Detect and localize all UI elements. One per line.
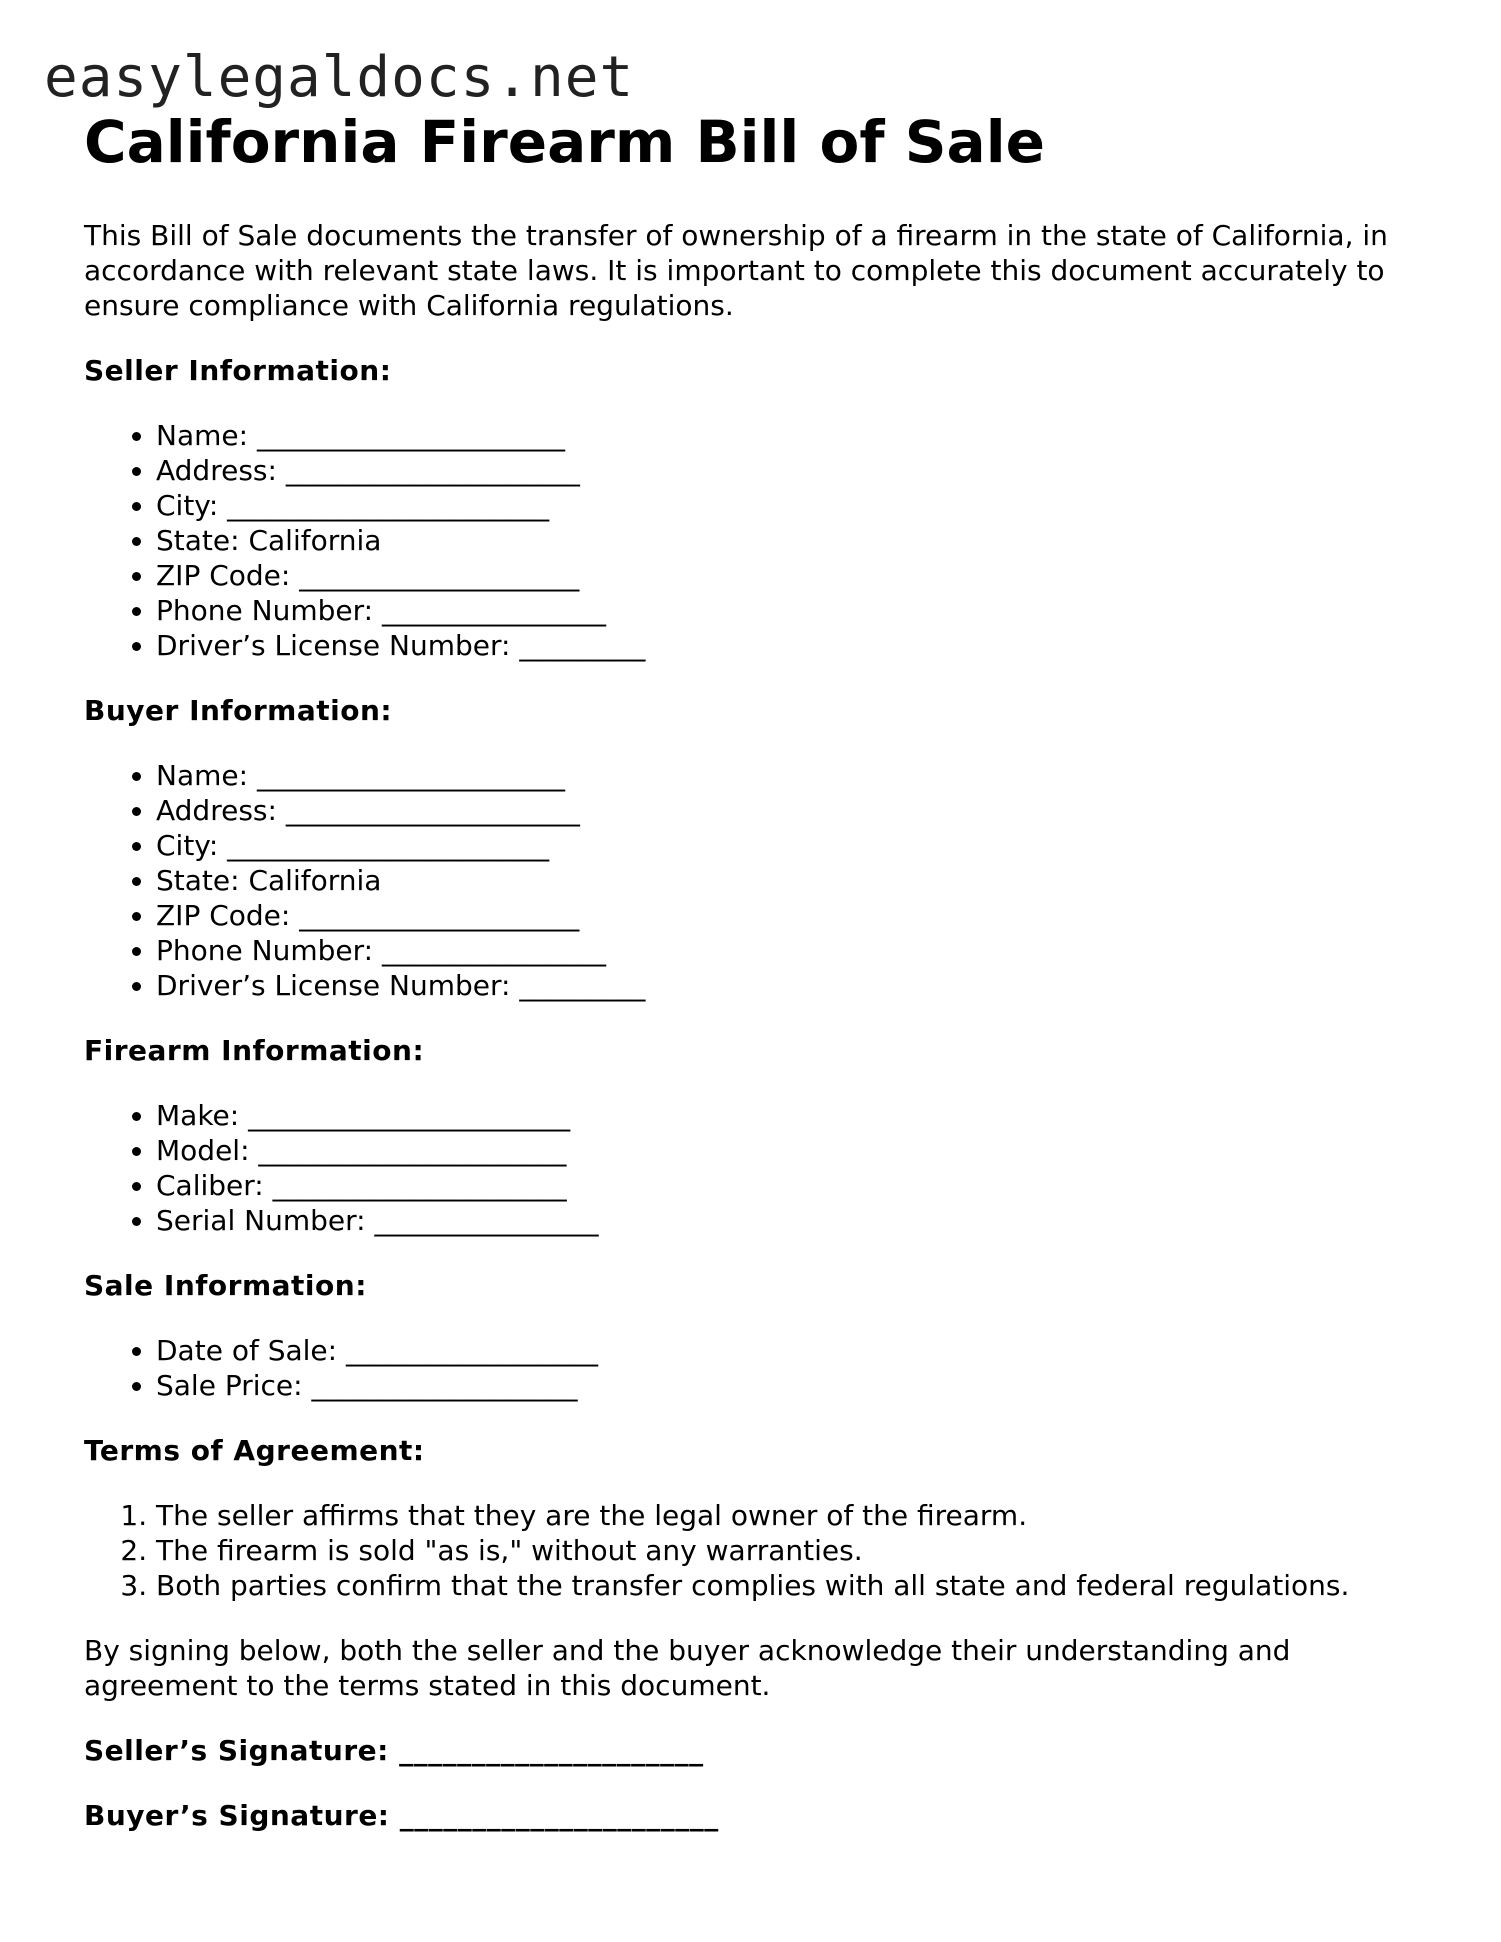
document-body — [84, 104, 1444, 1833]
buyer-state-field: • State: California — [156, 863, 1444, 898]
firearm-serial-field: • Serial Number: ________________ — [156, 1203, 1444, 1238]
seller-list — [84, 418, 1444, 663]
term-item: 2. The firearm is sold "as is," without any warranties. — [156, 1533, 1444, 1568]
seller-state-field: • State: California — [156, 523, 1444, 558]
terms-list — [84, 1498, 1444, 1603]
intro-paragraph: This Bill of Sale documents the transfer of ownership of a firearm in the state of California, in accordance with relevant state laws. It is important to complete this document accurately to ensure compliance with California regulations. — [84, 219, 1388, 322]
watermark-logo: easylegaldocs.net — [44, 45, 635, 110]
term-item: 1. The seller affirms that they are the legal owner of the firearm. — [156, 1498, 1444, 1533]
buyer-license-field: • Driver’s License Number: _________ — [156, 968, 1444, 1003]
seller-phone-field: • Phone Number: ________________ — [156, 593, 1444, 628]
buyer-heading: Buyer Information: — [84, 694, 393, 727]
closing-paragraph: By signing below, both the seller and the buyer acknowledge their understanding and agreement to the terms stated in this document. — [84, 1634, 1291, 1702]
seller-name-field: • Name: ______________________ — [156, 418, 1444, 453]
seller-license-field: • Driver’s License Number: _________ — [156, 628, 1444, 663]
firearm-model-field: • Model: ______________________ — [156, 1133, 1444, 1168]
document-title: California Firearm Bill of Sale — [84, 108, 1045, 176]
sale-heading: Sale Information: — [84, 1269, 367, 1302]
buyer-signature-line: Buyer’s Signature: ______________________ — [84, 1799, 719, 1832]
firearm-heading: Firearm Information: — [84, 1034, 425, 1067]
sale-date-field: • Date of Sale: __________________ — [156, 1333, 1444, 1368]
seller-city-field: • City: _______________________ — [156, 488, 1444, 523]
buyer-phone-field: • Phone Number: ________________ — [156, 933, 1444, 968]
buyer-list — [84, 758, 1444, 1003]
buyer-city-field: • City: _______________________ — [156, 828, 1444, 863]
sale-list — [84, 1333, 1444, 1403]
seller-zip-field: • ZIP Code: ____________________ — [156, 558, 1444, 593]
firearm-caliber-field: • Caliber: _____________________ — [156, 1168, 1444, 1203]
sale-price-field: • Sale Price: ___________________ — [156, 1368, 1444, 1403]
term-item: 3. Both parties confirm that the transfer complies with all state and federal regulations. — [156, 1568, 1444, 1603]
seller-heading: Seller Information: — [84, 354, 392, 387]
firearm-list — [84, 1098, 1444, 1238]
firearm-make-field: • Make: _______________________ — [156, 1098, 1444, 1133]
buyer-address-field: • Address: _____________________ — [156, 793, 1444, 828]
seller-address-field: • Address: _____________________ — [156, 453, 1444, 488]
terms-heading: Terms of Agreement: — [84, 1434, 425, 1467]
seller-signature-line: Seller’s Signature: _____________________ — [84, 1734, 704, 1767]
buyer-zip-field: • ZIP Code: ____________________ — [156, 898, 1444, 933]
buyer-name-field: • Name: ______________________ — [156, 758, 1444, 793]
